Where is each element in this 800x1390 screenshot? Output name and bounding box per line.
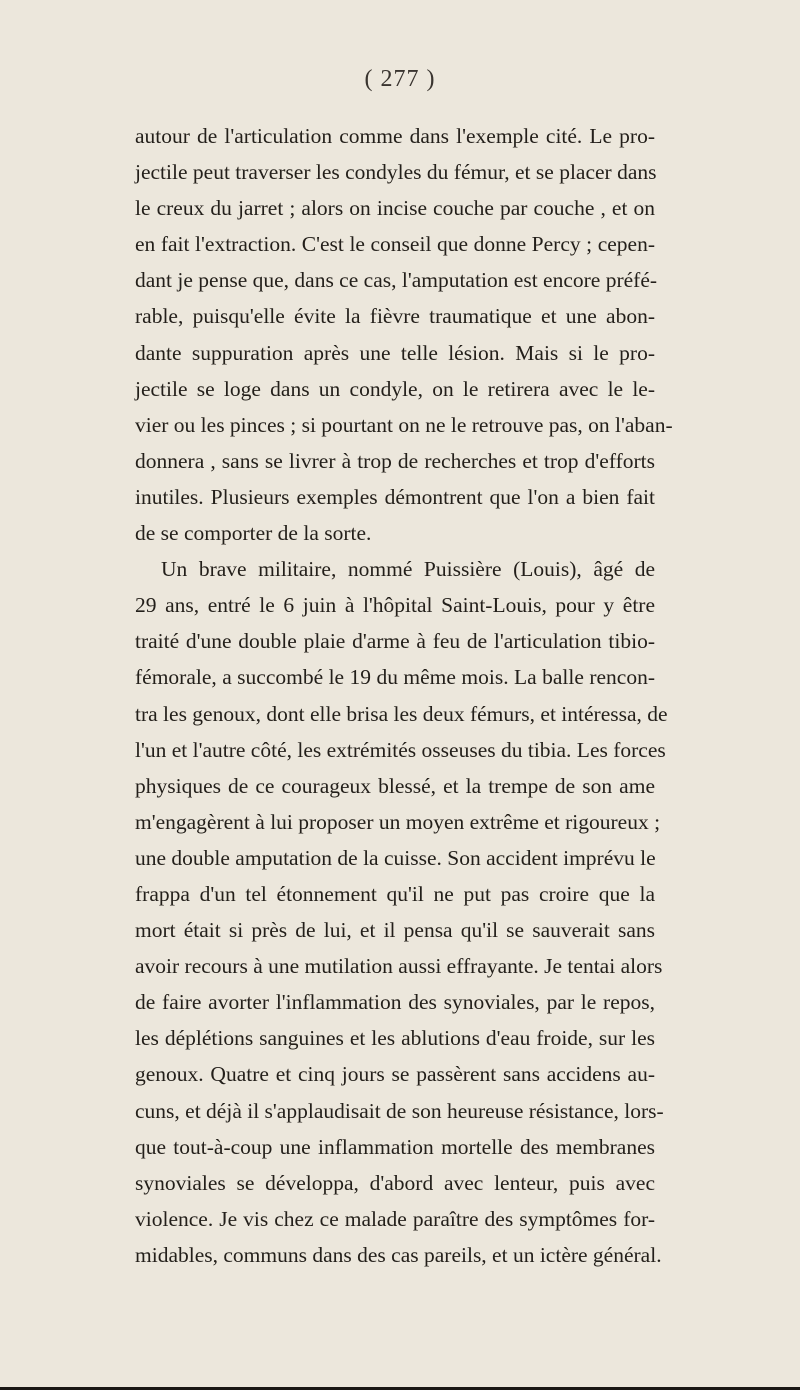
text-line: mort était si près de lui, et il pensa qu'il se sauverait sans bbox=[135, 918, 655, 943]
text-line: de faire avorter l'inflammation des synoviales, par le repos, bbox=[135, 990, 655, 1015]
text-line: que tout-à-coup une inflammation mortelle des membranes bbox=[135, 1134, 655, 1159]
text-line: m'engagèrent à lui proposer un moyen extrême et rigoureux ; bbox=[135, 809, 661, 834]
page-number: ( 277 ) bbox=[364, 66, 436, 92]
text-line: jectile peut traverser les condyles du fémur, et se placer dans bbox=[135, 160, 657, 185]
text-line: frappa d'un tel étonnement qu'il ne put pas croire que la bbox=[135, 881, 655, 906]
text-line: fémorale, a succombé le 19 du même mois. La balle rencon- bbox=[135, 665, 655, 690]
text-line: autour de l'articulation comme dans l'exemple cité. Le pro- bbox=[135, 124, 655, 148]
text-line: inutiles. Plusieurs exemples démontrent que l'on a bien fait bbox=[135, 484, 655, 509]
text-line: l'un et l'autre côté, les extrémités osseuses du tibia. Les forces bbox=[135, 737, 666, 762]
text-line: dante suppuration après une telle lésion. Mais si le pro- bbox=[135, 340, 655, 365]
body-text bbox=[135, 118, 673, 1273]
text-line: le creux du jarret ; alors on incise couche par couche , et on bbox=[135, 196, 655, 221]
text-line: jectile se loge dans un condyle, on le retirera avec le le- bbox=[135, 376, 655, 401]
text-line: physiques de ce courageux blessé, et la trempe de son ame bbox=[135, 773, 655, 798]
text-line: avoir recours à une mutilation aussi effrayante. Je tentai alors bbox=[135, 954, 663, 979]
text-line: synoviales se développa, d'abord avec lenteur, puis avec bbox=[135, 1170, 655, 1195]
text-line: donnera , sans se livrer à trop de recherches et trop d'efforts bbox=[135, 448, 655, 473]
text-line: tra les genoux, dont elle brisa les deux fémurs, et intéressa, de bbox=[135, 701, 668, 726]
text-line: de se comporter de la sorte. bbox=[135, 521, 372, 546]
text-line: 29 ans, entré le 6 juin à l'hôpital Saint-Louis, pour y être bbox=[135, 593, 655, 618]
text-line: dant je pense que, dans ce cas, l'amputation est encore préfé- bbox=[135, 268, 658, 293]
text-line: violence. Je vis chez ce malade paraître des symptômes for- bbox=[135, 1206, 655, 1231]
text-line: les déplétions sanguines et les ablutions d'eau froide, sur les bbox=[135, 1026, 655, 1051]
text-line: une double amputation de la cuisse. Son accident imprévu le bbox=[135, 845, 656, 870]
text-line: vier ou les pinces ; si pourtant on ne le retrouve pas, on l'aban- bbox=[135, 412, 673, 437]
text-line: traité d'une double plaie d'arme à feu de l'articulation tibio- bbox=[135, 629, 655, 654]
text-line: midables, communs dans des cas pareils, et un ictère général. bbox=[135, 1242, 662, 1267]
text-line: Un brave militaire, nommé Puissière (Louis), âgé de bbox=[161, 557, 655, 582]
text-line: rable, puisqu'elle évite la fièvre traumatique et une abon- bbox=[135, 304, 655, 329]
text-line: cuns, et déjà il s'applaudisait de son heureuse résistance, lors- bbox=[135, 1098, 664, 1123]
text-line: en fait l'extraction. C'est le conseil que donne Percy ; cepen- bbox=[135, 232, 655, 257]
text-line: genoux. Quatre et cinq jours se passèrent sans accidens au- bbox=[135, 1062, 655, 1087]
